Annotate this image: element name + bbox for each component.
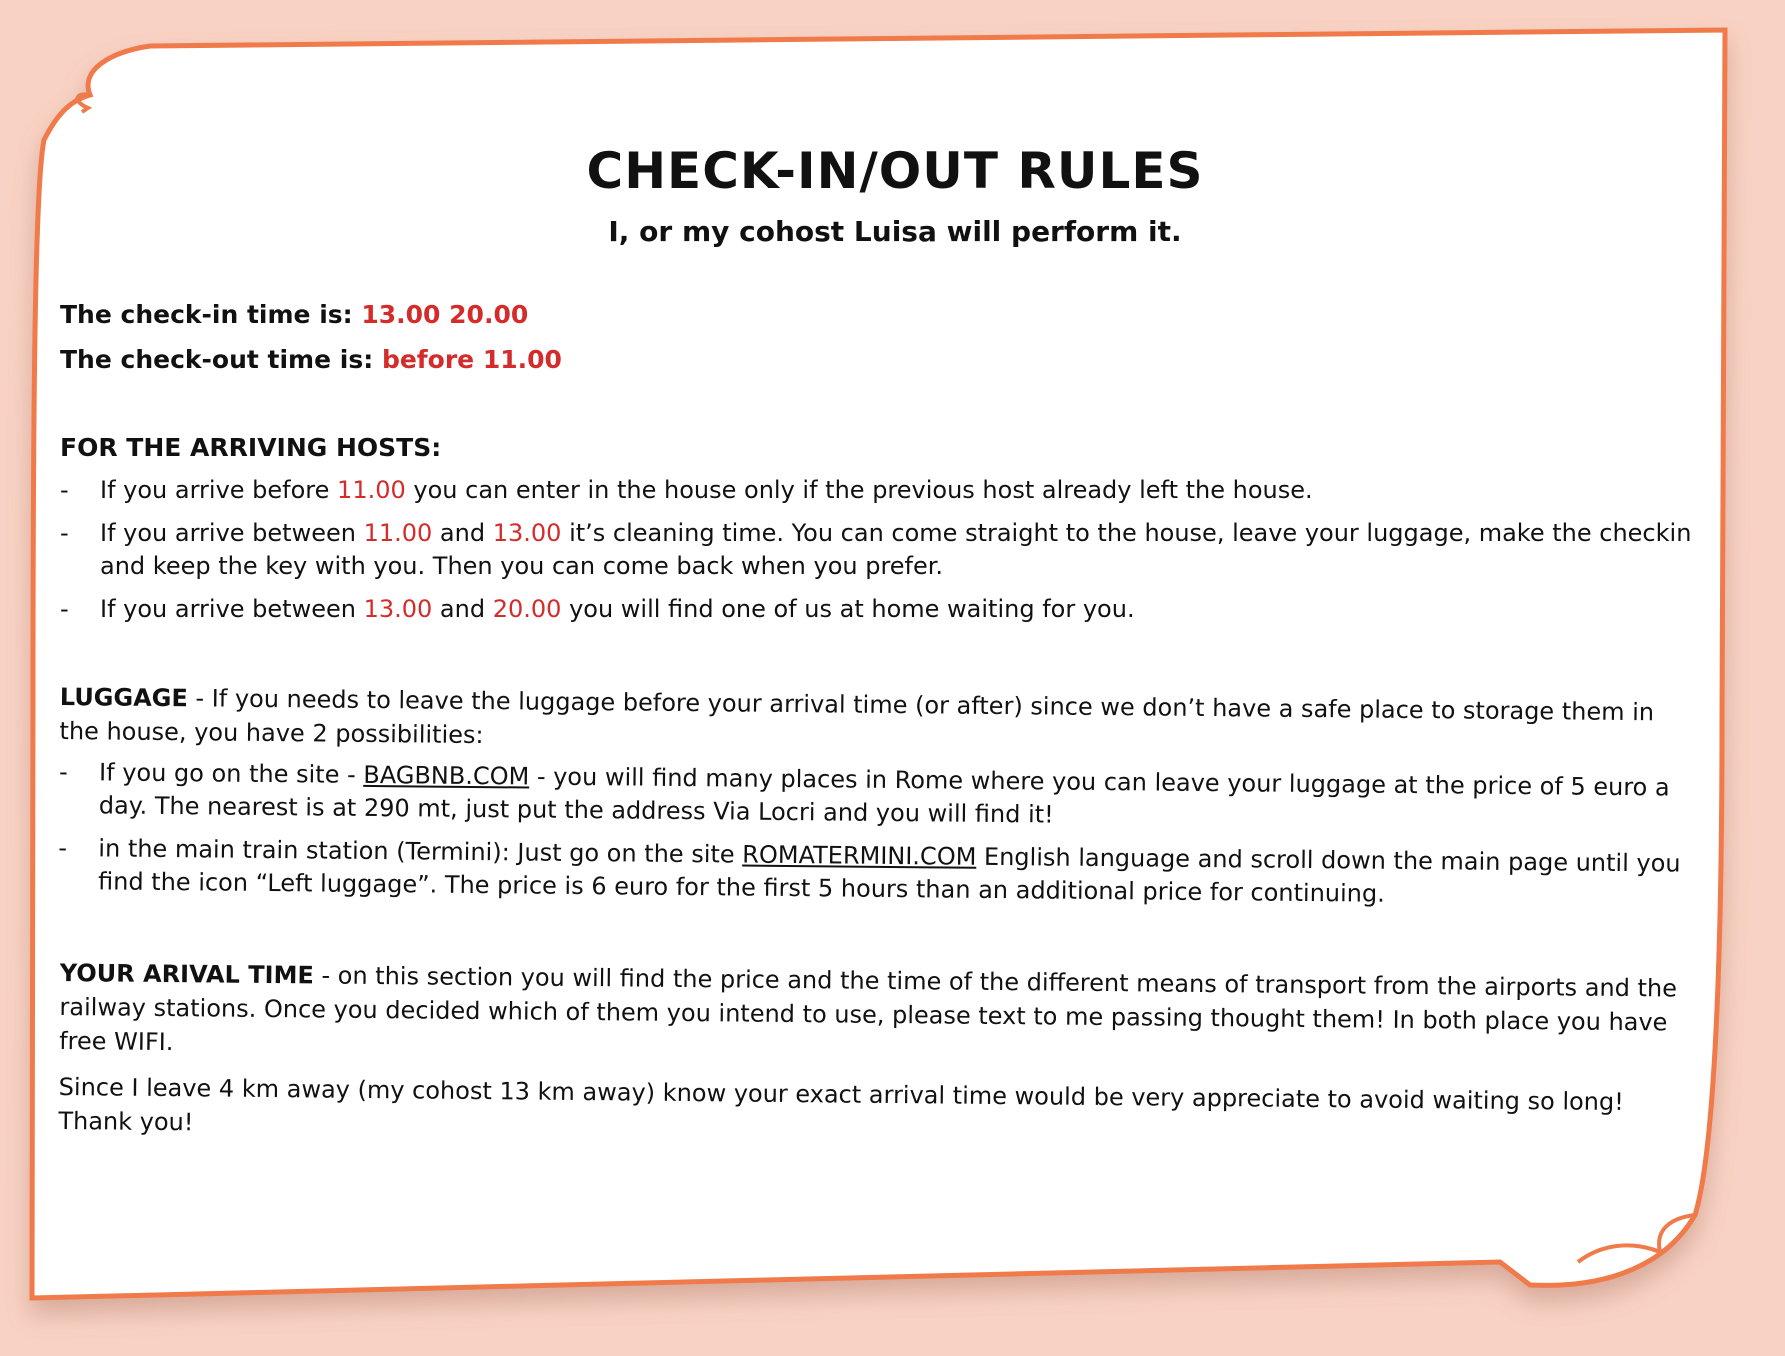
luggage-heading: LUGGAGE (59, 682, 188, 713)
luggage-item-1: - If you go on the site - BAGBNB.COM - you will find many places in Rome where you can leave your luggage at the price of 5 euro a day. The nearest is at 290 mt, just put the address Via Locri and you will find it! (59, 756, 1700, 838)
checkin-value: 13.00 20.00 (361, 300, 529, 329)
arriving-item-1: - If you arrive before 11.00 you can enter in the house only if the previous host already left the house. (60, 474, 1700, 507)
arriving-list (60, 474, 1700, 626)
checkout-label: The check-out time is: (60, 345, 374, 374)
arrival-paragraph-2: Since I leave 4 km away (my cohost 13 km away) know your exact arrival time would be very appreciate to avoid waiting so long! Thank you! (58, 1072, 1624, 1137)
checkin-time-line (60, 292, 1700, 337)
page-title: CHECK-IN/OUT RULES (586, 142, 1204, 200)
bagbnb-link[interactable]: BAGBNB.COM (363, 760, 530, 791)
arriving-item-2: - If you arrive between 11.00 and 13.00 it’s cleaning time. You can come straight to the house, leave your luggage, make the checkin and keep the key with you. Then you can come back when you prefer. (60, 517, 1700, 583)
luggage-list (58, 756, 1699, 914)
luggage-item-2: - in the main train station (Termini): Just go on the site ROMATERMINI.COM English language and scroll down the main page until you find the icon “Left luggage”. The price is 6 euro for the first 5 hours than an additional price for continuing. (58, 832, 1699, 914)
arriving-section (60, 430, 1700, 626)
arrival-paragraph-1: YOUR ARIVAL TIME - on this section you will find the price and the time of the different means of transport from the airports and the railway stations. Once you decided which of them you intend to use, please text to me passing thought them! In both place you have free WIFI. (59, 958, 1678, 1057)
checkout-value: before 11.00 (381, 345, 562, 374)
checkin-label: The check-in time is: (60, 300, 353, 329)
romatermini-link[interactable]: ROMATERMINI.COM (742, 840, 977, 871)
times-block (60, 292, 1700, 382)
arriving-item-3: - If you arrive between 13.00 and 20.00 you will find one of us at home waiting for you. (60, 593, 1700, 626)
arriving-heading: FOR THE ARRIVING HOSTS: (60, 433, 442, 462)
page-subtitle: I, or my cohost Luisa will perform it. (608, 215, 1182, 248)
document-content (60, 136, 1700, 1162)
arrival-heading: YOUR ARIVAL TIME (59, 958, 314, 990)
arrival-section (58, 956, 1700, 1154)
luggage-section (58, 680, 1700, 914)
luggage-intro: LUGGAGE - If you needs to leave the luggage before your arrival time (or after) since we don’t have a safe place to storage them in the house, you have 2 possibilities: (59, 682, 1655, 750)
checkout-time-line (60, 337, 1700, 382)
